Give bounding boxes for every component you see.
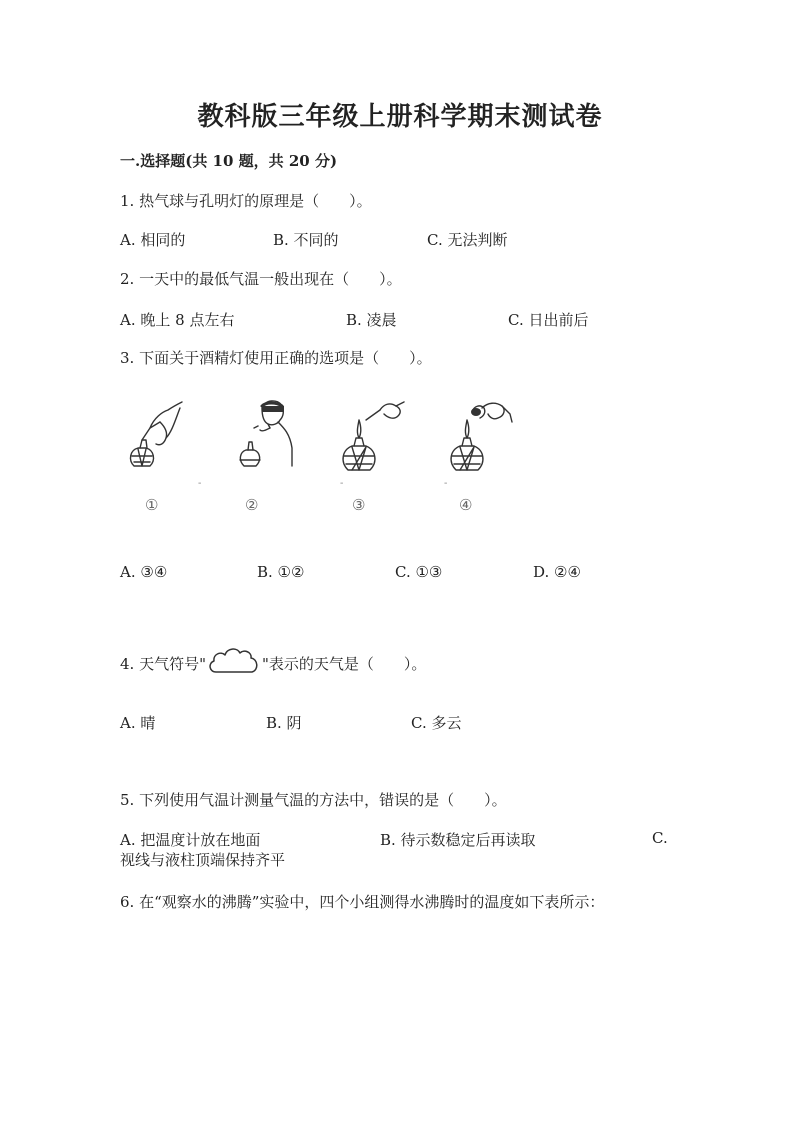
question-3-option-b: B. ①② (257, 563, 305, 581)
question-1-option-a: A. 相同的 (120, 231, 186, 249)
alcohol-lamp-capping-icon (444, 398, 516, 478)
question-2-option-c: C. 日出前后 (508, 311, 589, 329)
question-6-stem: 6. 在“观察水的沸腾”实验中，四个小组测得水沸腾时的温度如下表所示： (120, 893, 605, 911)
question-4-option-b: B. 阴 (266, 714, 302, 732)
question-5-option-c: C. (652, 829, 668, 847)
alcohol-lamp-figure-3 (336, 398, 408, 478)
figure-dash-2: - (340, 478, 344, 489)
question-2-stem: 2. 一天中的最低气温一般出现在（ ）。 (120, 270, 402, 288)
question-1-option-c: C. 无法判断 (427, 231, 508, 249)
question-4-stem (120, 648, 426, 682)
alcohol-lamp-figure-1 (120, 398, 192, 478)
section-heading: 一.选择题(共 10 题，共 20 分) (120, 152, 338, 170)
question-4-stem-start: 4. 天气符号" (120, 655, 206, 673)
question-3-option-a: A. ③④ (120, 563, 168, 581)
question-2-option-b: B. 凌晨 (346, 311, 397, 329)
question-5-option-a: A. 把温度计放在地面 (120, 831, 261, 849)
cloud-icon (206, 644, 262, 678)
question-3-option-c: C. ①③ (395, 563, 443, 581)
question-1-option-b: B. 不同的 (273, 231, 339, 249)
page-title: 教科版三年级上册科学期末测试卷 (197, 102, 603, 132)
person-blowing-lamp-icon (232, 398, 304, 478)
alcohol-lamp-lighting-icon (336, 398, 408, 478)
question-4-option-c: C. 多云 (411, 714, 462, 732)
alcohol-lamp-figure-2 (232, 398, 304, 478)
question-4-option-a: A. 晴 (120, 714, 156, 732)
question-5-option-b: B. 待示数稳定后再读取 (380, 831, 536, 849)
question-3-stem: 3. 下面关于酒精灯使用正确的选项是（ ）。 (120, 349, 432, 367)
figure-dash-3: - (444, 478, 448, 489)
alcohol-lamp-tilted-icon (120, 398, 192, 478)
question-2-option-a: A. 晚上 8 点左右 (120, 311, 235, 329)
figure-label-2: ② (245, 496, 259, 514)
figure-label-3: ③ (352, 496, 366, 514)
question-5-option-c-text: 视线与液柱顶端保持齐平 (120, 851, 286, 869)
alcohol-lamp-figure-4 (444, 398, 516, 478)
figure-label-4: ④ (459, 496, 473, 514)
question-4-stem-end: "表示的天气是（ ）。 (261, 655, 427, 673)
figure-dash-1: - (198, 478, 202, 489)
question-1-stem: 1. 热气球与孔明灯的原理是（ ）。 (120, 192, 372, 210)
question-5-stem: 5. 下列使用气温计测量气温的方法中，错误的是（ ）。 (120, 791, 507, 809)
figure-label-1: ① (145, 496, 159, 514)
question-3-option-d: D. ②④ (533, 563, 581, 581)
